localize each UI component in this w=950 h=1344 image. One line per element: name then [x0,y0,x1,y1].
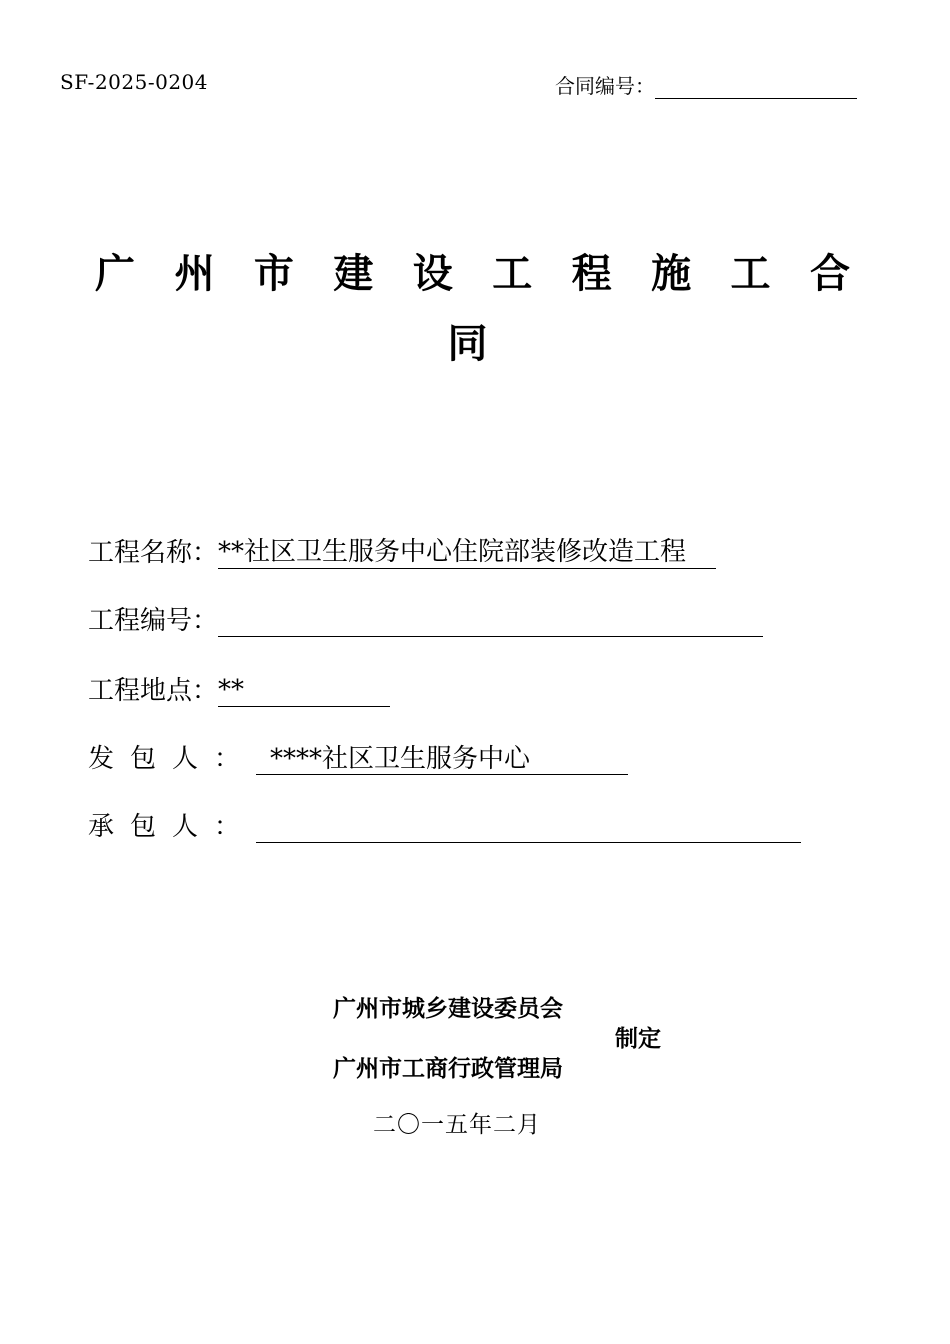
title-char: 施 [651,251,692,297]
contract-number-label: 合同编号： [555,74,655,98]
title-char: 程 [571,251,612,297]
project-name-label: 工程名称： [88,538,219,568]
title-char: 合 [809,251,850,297]
project-site-value: ** [218,674,390,707]
page-title [95,242,850,299]
contractor-value [256,810,801,843]
issuer-org-construction: 广州市城乡建设委员会 [333,996,563,1022]
employer-label: 发包人： [88,744,257,774]
project-number-label: 工程编号： [88,606,219,636]
title-char: 工 [730,251,771,297]
project-name-field [88,532,716,569]
title-char: 建 [333,251,374,297]
issue-date: 二〇一五年二月 [373,1112,541,1138]
contract-number-blank [655,76,857,99]
project-site-label: 工程地点： [88,676,219,706]
title-char: 州 [174,251,215,297]
page-title-continued: 同 [447,321,488,367]
issuer-suffix: 制定 [615,1026,661,1052]
project-number-value [218,604,763,637]
title-char: 工 [492,251,533,297]
document-code: SF-2025-0204 [60,70,208,94]
title-char: 设 [412,251,453,297]
contractor-label: 承包人： [88,812,257,842]
employer-value: ****社区卫生服务中心 [256,743,628,775]
title-char: 广 [95,251,135,297]
employer-field [88,738,628,775]
contract-number [555,70,857,99]
project-name-value: **社区卫生服务中心住院部装修改造工程 [218,536,716,569]
title-char: 市 [253,251,294,297]
project-number-field [88,600,763,637]
issuer-org-commerce: 广州市工商行政管理局 [333,1056,563,1082]
project-site-field [88,670,390,707]
contractor-field [88,806,801,843]
